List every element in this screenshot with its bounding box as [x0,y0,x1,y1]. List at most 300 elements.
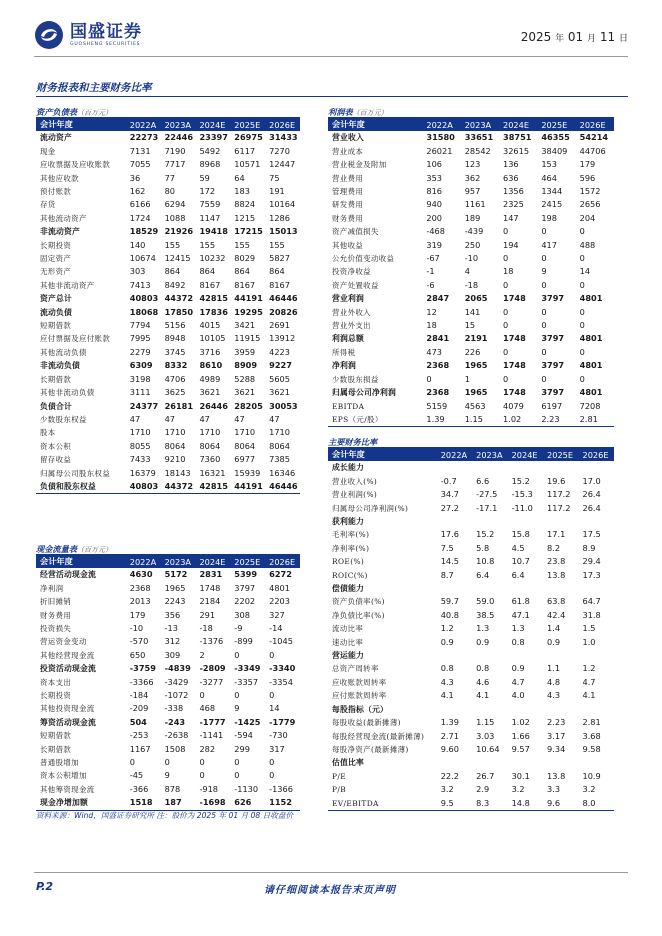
row-value: 2184 [199,596,221,607]
row-value: 17.0 [582,475,601,486]
row-value: 9.34 [547,743,566,754]
row-value: 12415 [164,253,191,264]
row-value: 303 [129,266,146,277]
row-value: -3357 [234,676,259,687]
row-value: -13 [164,623,178,634]
row-value: 636 [503,172,519,183]
row-value: 864 [199,266,216,277]
row-value: 6.6 [476,475,490,486]
row-label: 资产处置收益 [332,280,379,290]
row-value: 30053 [269,400,298,411]
row-value: 0.9 [511,663,525,674]
row-label: 财务费用 [332,213,364,223]
row-value: 4.3 [547,690,561,701]
table-row [328,528,614,541]
row-value: 0 [269,770,275,781]
row-value: 153 [541,159,557,170]
row-value [508,582,543,595]
row-value: 8492 [164,279,186,290]
date-year: 2025 [520,30,552,44]
table-row [328,542,614,555]
row-value: 5492 [199,145,221,156]
row-value: -570 [129,636,149,647]
row-value: 5156 [164,320,186,331]
row-value: 0.9 [476,636,490,647]
row-value [508,756,543,769]
row-value: 2368 [129,582,151,593]
row-value: 47.1 [511,609,530,620]
row-value: 1167 [129,743,151,754]
row-value: 0 [541,373,547,384]
row-value: 1.15 [476,717,495,728]
row-value: 0.8 [476,663,490,674]
table-row [328,797,614,811]
row-value: 0.8 [440,663,454,674]
row-value: 136 [503,159,519,170]
row-value: 0 [579,253,585,264]
column-header-year: 2025E [230,555,265,568]
table-row [36,359,300,372]
row-value: 4.7 [511,676,525,687]
row-value: -15.3 [511,489,533,500]
row-value: -366 [129,783,149,794]
row-value: 4.5 [511,542,525,553]
row-label: 估值比率 [332,758,364,768]
row-value: 44706 [579,145,606,156]
column-header-year: 2025E [537,118,575,131]
row-label: 速动比率 [332,637,364,647]
table-row [328,212,614,225]
row-value: 140 [129,239,146,250]
table-row [36,689,300,702]
row-value: 8909 [234,360,258,371]
row-value: 1748 [503,360,526,371]
row-value: 6197 [541,400,563,411]
row-label: 营业收入(%) [332,476,378,486]
row-value: -1777 [199,716,226,727]
table-header-row [328,448,614,461]
row-value [579,582,615,595]
row-value: -3354 [269,676,293,687]
row-value: -1 [426,266,435,277]
column-header-year: 2024E [508,448,543,461]
row-value: 0 [541,346,547,357]
row-value: 106 [426,159,443,170]
table-row [36,453,300,466]
row-label: 长期借款 [40,744,72,754]
row-label: 留存收益 [40,455,72,465]
row-value: 44191 [230,480,265,494]
row-value: 0 [199,770,205,781]
footer-divider [34,872,628,873]
row-value: 864 [234,266,250,277]
row-value: -18 [199,623,213,634]
row-value: 5159 [426,400,448,411]
row-value: 189 [464,212,481,223]
row-value: 6977 [234,454,256,465]
row-value: 155 [269,239,285,250]
date-month: 01 [567,30,584,44]
row-value: 155 [199,239,216,250]
row-label: EBITDA [332,401,365,411]
row-value: -9 [234,623,243,634]
row-value: 2.9 [476,784,490,795]
row-value: 47 [129,413,141,424]
table-row [36,373,300,386]
column-header-year: 2023A [161,555,196,568]
row-label: 经营活动现金流 [40,570,96,580]
row-label: 投资活动现金流 [40,664,96,674]
row-value: 317 [269,743,285,754]
row-value: 291 [199,609,216,620]
row-value: 4.8 [547,676,561,687]
row-value: 473 [426,346,443,357]
row-value: 816 [426,186,443,197]
column-header-year: 2022A [126,555,161,568]
table-row [36,172,300,185]
page-number: P.2 [36,880,54,893]
row-value: 183 [234,186,250,197]
row-value [579,461,615,474]
row-value: 1748 [503,387,526,398]
row-value: 353 [426,172,443,183]
cash-flow-table [36,543,300,811]
row-value: 0 [579,306,585,317]
brand-name-cn: 国盛证券 [70,21,142,42]
row-value: 1.0 [582,636,596,647]
row-value: 1.15 [461,413,499,427]
row-value: 13.8 [547,770,566,781]
row-value: 0 [129,757,135,768]
row-value: 18529 [129,226,159,237]
row-value: 0 [541,279,547,290]
table-row [328,475,614,488]
row-value: 2691 [269,320,290,331]
row-value [472,461,507,474]
row-value: 8167 [199,279,221,290]
row-value: 0 [234,770,240,781]
row-value: 626 [230,796,265,810]
row-value: 464 [541,172,557,183]
row-value: -17.1 [476,502,498,513]
row-label: 总资产周转率 [332,664,379,674]
row-value: 0 [579,279,585,290]
company-logo [34,20,142,50]
column-header-year: 2026E [579,448,615,461]
row-value: 3.2 [582,784,596,795]
row-value: 9.58 [582,743,601,754]
table-row [36,426,300,439]
row-label: 现金 [40,146,56,156]
row-value: 1356 [503,186,524,197]
row-value: 0.9 [440,636,454,647]
row-value: 3797 [541,387,565,398]
row-value: 8055 [129,440,151,451]
cashflow-table-title [36,543,300,555]
row-value: 26.4 [582,502,601,513]
row-value: 198 [541,212,557,223]
row-value: -18 [464,279,479,290]
row-value: 6166 [129,199,151,210]
row-value: 44372 [164,293,194,304]
row-value: 23397 [199,132,228,143]
table-row [328,373,614,386]
row-value: 940 [426,199,443,210]
row-value: 1152 [265,796,300,810]
row-label: 应付票据及应付账款 [40,334,111,344]
row-value: -253 [129,730,149,741]
table-row [328,756,614,769]
row-value: 0 [426,373,432,384]
row-value: 356 [164,609,181,620]
row-value: -3366 [129,676,154,687]
row-value [543,461,578,474]
row-value: 250 [464,239,481,250]
row-value: 3198 [129,373,151,384]
row-value: 650 [129,649,146,660]
row-value: 2847 [426,293,450,304]
row-value: 17.3 [582,569,601,580]
row-value: 6117 [234,145,256,156]
row-value: 8029 [234,253,256,264]
row-value: 3111 [129,387,151,398]
row-value: 44191 [234,293,263,304]
row-value: 0 [503,320,509,331]
row-value: 4.1 [582,690,596,701]
row-value: 0 [503,279,509,290]
table-row [328,185,614,198]
row-label: 资本公积 [40,441,72,451]
row-value: 1965 [464,360,488,371]
row-label: 归属母公司净利润 [332,388,396,398]
cashflow-unit-text: （百万元） [76,546,112,554]
row-value: 1.39 [440,717,459,728]
column-header-year: 2026E [265,555,300,568]
column-header-year: 2023A [472,448,507,461]
row-value: 2368 [426,387,450,398]
row-value: -10 [464,253,479,264]
row-label: 无形资产 [40,267,72,277]
row-value: 0 [199,690,205,701]
table-row [36,131,300,144]
row-value: 8064 [199,440,221,451]
income-table-title [328,106,614,118]
row-value: 9 [164,770,170,781]
row-value [472,703,507,716]
row-value: 8824 [234,199,256,210]
table-row [36,743,300,756]
row-value: 10164 [269,199,296,210]
row-value: 15.2 [511,475,530,486]
table-row [36,635,300,648]
column-header-year: 2025E [543,448,578,461]
section-title: 财务报表和主要财务比率 [36,82,152,94]
table-row [328,502,614,515]
row-value: 2.81 [576,413,614,427]
row-value: 2841 [426,333,450,344]
row-value: 7717 [164,159,186,170]
row-label: 净利率(%) [332,543,370,553]
row-label: ROIC(%) [332,570,368,580]
row-value: 2 [199,649,205,660]
row-value: 2202 [234,596,256,607]
row-value: 9.57 [511,743,530,754]
row-value: -10 [129,623,144,634]
table-row [36,185,300,198]
column-header-year: 2026E [265,118,300,131]
row-value: 179 [579,159,596,170]
row-value: 4706 [164,373,186,384]
row-value: 4223 [269,346,290,357]
row-label: EPS（元/股） [328,413,422,427]
row-value: 13912 [269,333,296,344]
row-value: 17.6 [440,529,459,540]
row-label: 财务费用 [40,610,72,620]
table-row [36,440,300,453]
row-value: 3797 [541,293,565,304]
row-value [437,515,472,528]
row-value: 3.2 [511,784,525,795]
row-value [543,756,578,769]
row-value: 15.2 [476,529,495,540]
table-row [328,225,614,238]
row-value: 8064 [234,440,256,451]
row-value: 16321 [199,467,226,478]
cashflow-data-grid [36,555,300,811]
row-label: 少数股东损益 [332,374,379,384]
row-value: 7131 [129,145,151,156]
row-label: 投资损失 [40,624,72,634]
row-value: 5172 [164,569,188,580]
row-value: 3621 [269,387,290,398]
row-label: 其他流动资产 [40,213,87,223]
column-header-year: 2023A [161,118,196,131]
row-value [543,703,578,716]
row-value: 9.60 [440,743,459,754]
row-value: -3349 [234,663,261,674]
row-value: 0 [579,346,585,357]
row-value: 10.8 [476,556,495,567]
row-value: 1.5 [582,623,596,634]
table-row [328,676,614,689]
row-value: 0 [503,346,509,357]
row-label: 资本公积增加 [40,771,87,781]
row-value: 3621 [199,387,221,398]
row-value: 0 [503,373,509,384]
row-value: 17.1 [547,529,566,540]
row-value: 77 [164,172,176,183]
row-value: 61.8 [511,596,530,607]
row-label: 营业费用 [332,173,364,183]
row-value: -4839 [164,663,191,674]
row-value: 4079 [503,400,524,411]
table-row [36,769,300,782]
row-value: -2809 [199,663,226,674]
row-value: 299 [234,743,250,754]
table-row [36,649,300,662]
row-value: -1366 [269,783,293,794]
table-row [328,413,614,427]
row-label: 应收账款周转率 [332,677,387,687]
row-value: 8.3 [472,797,507,811]
table-row [328,636,614,649]
row-label: 其他非流动资产 [40,280,95,290]
table-row [36,225,300,238]
row-value: 10674 [129,253,156,264]
row-value: -45 [129,770,144,781]
row-value: -3277 [199,676,224,687]
row-value: 15013 [269,226,298,237]
row-value: 2415 [541,199,563,210]
income-unit-text: （百万元） [352,109,388,117]
row-value: 17850 [164,306,194,317]
row-value: 3421 [234,320,256,331]
column-header-year: 2026E [576,118,614,131]
row-value: 26446 [199,400,228,411]
financial-ratios-table [328,436,614,811]
row-value: 1508 [164,743,186,754]
row-value: -1130 [234,783,259,794]
row-value: 878 [164,783,181,794]
balance-title-text: 资产负债表 [36,107,77,117]
row-value: 1518 [126,796,161,810]
row-value: 1965 [464,387,488,398]
table-row [328,359,614,372]
column-header-year: 2023A [461,118,499,131]
column-header-year: 2024E [195,555,230,568]
row-value: 17836 [199,306,228,317]
row-label: 营业税金及附加 [332,160,387,170]
row-value: 12447 [269,159,296,170]
table-row [328,461,614,474]
row-value: 38.5 [476,609,495,620]
row-value: 7190 [164,145,186,156]
table-row [36,239,300,252]
row-value: 6309 [129,360,153,371]
row-label: 管理费用 [332,187,364,197]
row-value: 2368 [426,360,450,371]
row-value: 1710 [234,427,256,438]
row-value: 44372 [161,480,196,494]
row-value: 1710 [129,427,151,438]
row-value: 1 [464,373,470,384]
row-value: 21926 [164,226,194,237]
row-value: 1286 [269,212,290,223]
row-value: 2243 [164,596,186,607]
row-value: 3.68 [582,730,601,741]
row-value: 162 [129,186,146,197]
row-label: 资产减值损失 [332,227,379,237]
row-value [437,582,472,595]
row-value: 309 [164,649,181,660]
row-value: -899 [234,636,253,647]
row-value: 0 [269,690,275,701]
row-value: 19.6 [547,475,566,486]
row-value: 16379 [129,467,156,478]
row-value: 1.66 [511,730,530,741]
row-label: 营业利润(%) [332,490,378,500]
row-value: 36 [129,172,141,183]
row-label: 净利润 [332,361,356,371]
row-value [472,649,507,662]
row-value: 596 [579,172,596,183]
row-value: 282 [199,743,216,754]
row-value: 1965 [164,582,186,593]
row-value: 12 [426,306,437,317]
row-label: 负债和股东权益 [36,480,126,494]
table-row [36,662,300,675]
table-row [36,729,300,742]
